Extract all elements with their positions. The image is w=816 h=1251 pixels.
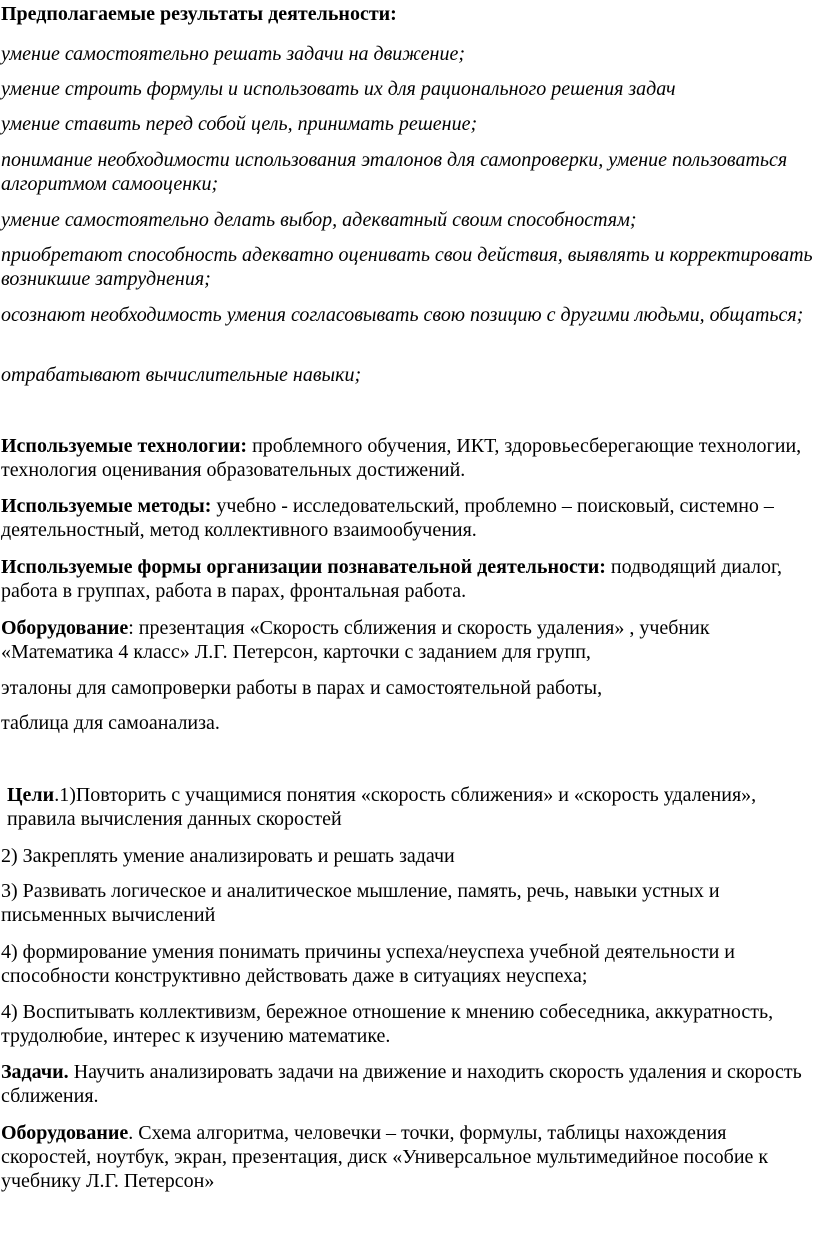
equipment-line-2: эталоны для самопроверки работы в парах и самостоятельной работы, [1, 677, 603, 699]
goals-item-5: 4) Воспитывать коллективизм, бережное отношение к мнению собеседника, аккуратность, трудолюбие, интерес к изучению математике. [1, 1001, 774, 1047]
equipment-line-3: таблица для самоанализа. [1, 712, 220, 734]
results-item-4: понимание необходимости использования эталонов для самопроверки, умение пользоваться алгоритмом самооценки; [1, 149, 788, 195]
goals-item-2: 2) Закреплять умение анализировать и решать задачи [1, 845, 455, 867]
results-item-8: отрабатывают вычислительные навыки; [1, 364, 362, 386]
results-item-6: приобретают способность адекватно оценивать свои действия, выявлять и корректировать возникшие затруднения; [1, 244, 813, 290]
technologies-text: проблемного обучения, ИКТ, здоровьесберегающие технологии, технология оценивания образовательных достижений. [1, 435, 802, 481]
results-item-1: умение самостоятельно решать задачи на движение; [1, 43, 465, 65]
goals-paragraph [7, 783, 813, 831]
equipment-2-paragraph [1, 1121, 813, 1193]
methods-paragraph [1, 494, 813, 542]
tasks-text: Научить анализировать задачи на движение и находить скорость удаления и скорость сближения. [1, 1061, 802, 1107]
equipment-label: Оборудование [1, 617, 129, 639]
forms-paragraph [1, 555, 813, 603]
forms-text: подводящий диалог, работа в группах, работа в парах, фронтальная работа. [1, 556, 782, 602]
results-item-7: осознают необходимость умения согласовывать свою позицию с другими людьми, общаться; [1, 304, 804, 326]
technologies-label: Используемые технологии: [1, 435, 248, 457]
forms-label: Используемые формы организации познавательной деятельности: [1, 556, 606, 578]
goals-item-3: 3) Развивать логическое и аналитическое мышление, память, речь, навыки устных и письменных вычислений [1, 880, 720, 926]
equipment-2-label: Оборудование [1, 1122, 129, 1144]
results-title: Предполагаемые результаты деятельности: [1, 3, 397, 25]
technologies-paragraph [1, 434, 813, 482]
equipment-2-text: . Схема алгоритма, человечки – точки, формулы, таблицы нахождения скоростей, ноутбук, экран, презентация, диск «Универсальное мультимедийное пособие к учебнику Л.Г. Петерсон» [1, 1122, 769, 1192]
results-item-5: умение самостоятельно делать выбор, адекватный своим способностям; [1, 209, 637, 231]
equipment-text: : презентация «Скорость сближения и скорость удаления» , учебник «Математика 4 класс» Л.Г. Петерсон, карточки с заданием для групп, [1, 617, 710, 663]
tasks-paragraph [1, 1060, 813, 1108]
methods-label: Используемые методы: [1, 495, 212, 517]
methods-text: учебно - исследовательский, проблемно – поисковый, системно – деятельностный, метод коллективного взаимообучения. [1, 495, 774, 541]
equipment-paragraph [1, 616, 813, 664]
goals-label: Цели [7, 784, 55, 806]
goals-text: .1)Повторить с учащимися понятия «скорость сближения» и «скорость удаления», правила вычисления данных скоростей [7, 784, 757, 830]
results-item-2: умение строить формулы и использовать их для рационального решения задач [1, 78, 676, 100]
tasks-label: Задачи. [1, 1061, 69, 1083]
results-item-3: умение ставить перед собой цель, принимать решение; [1, 113, 478, 135]
goals-item-4: 4) формирование умения понимать причины успеха/неуспеха учебной деятельности и способности конструктивно действовать даже в ситуациях неуспеха; [1, 941, 736, 987]
